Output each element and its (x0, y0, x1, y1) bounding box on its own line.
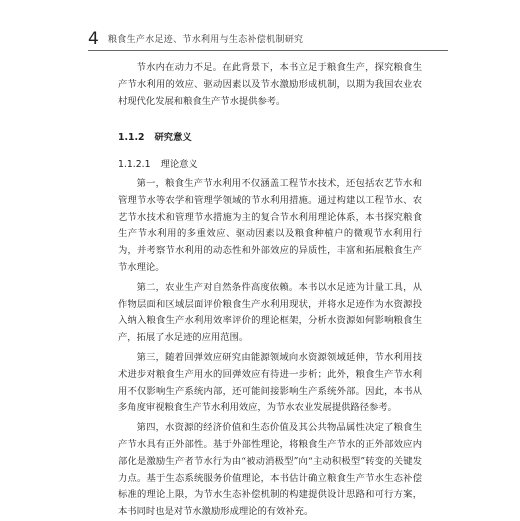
section-heading-number: 1.1.2 (118, 132, 145, 144)
paragraph-2: 第二，农业生产对自然条件高度依赖。本书以水足迹为计量工具，从作物层面和区域层面评价粮食生产水利用现状，并将水足迹作为水资源投入纳入粮食生产水利用效率评价的理论框架，分析水资源如何影响粮食生产，拓展了水足迹的应用范围。 (118, 281, 422, 344)
subsection-heading-title: 理论意义 (160, 159, 198, 171)
subsection-heading-number: 1.1.2.1 (118, 159, 151, 171)
paragraph-4: 第四，水资源的经济价值和生态价值及其公共物品属性决定了粮食生产节水具有正外部性。基于外部性理论，将粮食生产节水的正外部效应内部化是激励生产者节水行为由“被动消极型”向“主动积极型”转变的关键发力点。基于生态系统服务价值理论，本书估计确立粮食生产节水生态补偿标准的理论上限，为节水生态补偿机制的构建提供设计思路和可行方案，本书同时也是对节水激励形成理论的有效补充。 (118, 422, 422, 518)
body-text (118, 60, 422, 521)
section-heading-title: 研究意义 (154, 132, 192, 144)
subsection-heading (118, 157, 422, 174)
paragraph-3: 第三，随着回弹效应研究由能源领域向水资源领域延伸，节水利用技术进步对粮食生产用水的回弹效应有待进一步析；此外，粮食生产节水利用不仅影响生产系统内部，还可能间接影响生产系统外部。因此，本书从多角度审视粮食生产节水利用效应，为节水农业发展提供路径参考。 (118, 351, 422, 414)
intro-paragraph: 节水内在动力不足。在此背景下，本书立足于粮食生产，探究粮食生产节水利用的效应、驱动因素以及节水激励形成机制，以期为我国农业农村现代化发展和粮食生产节水提供参考。 (118, 62, 422, 107)
paragraph-1: 第一，粮食生产节水利用不仅涵盖工程节水技术，还包括农艺节水和管理节水等农学和管理学领域的节水利用措施。通过构建以工程节水、农艺节水技术和管理节水措施为主的复合节水利用理论体系，本书探究粮食生产节水利用的多重效应、驱动因素以及粮食种植户的微观节水利用行为，并考察节水利用的动态性和外部效应的异质性，丰富和拓展粮食生产节水理论。 (118, 177, 422, 273)
header-rule (88, 50, 448, 51)
section-heading (118, 130, 422, 147)
running-title: 粮食生产水足迹、节水利用与生态补偿机制研究 (108, 35, 304, 45)
page-number: 4 (88, 29, 99, 49)
page-header (88, 28, 448, 52)
